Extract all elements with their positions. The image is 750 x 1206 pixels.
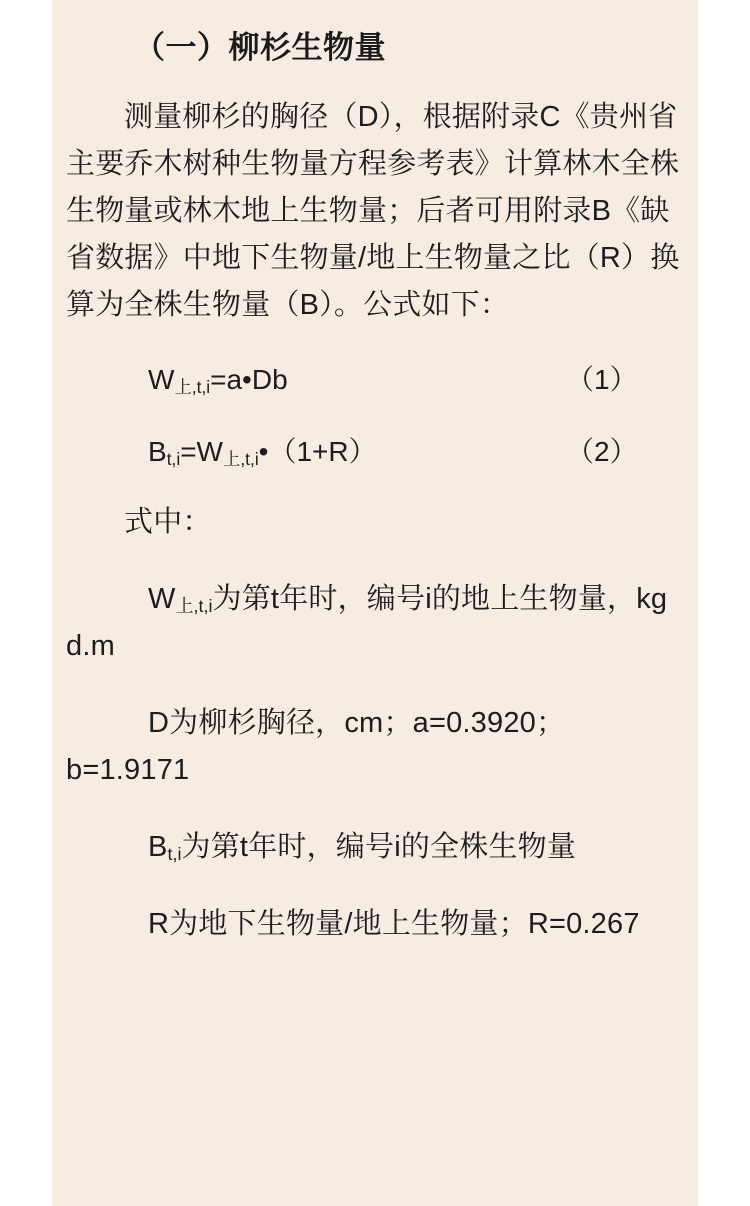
- formula-2-subscript-2: 上,t,i: [222, 448, 259, 469]
- formula-2-body-a: =W: [180, 436, 223, 468]
- intro-paragraph: 测量柳杉的胸径（D），根据附录C《贵州省主要乔木树种生物量方程参考表》计算林木全株生物量或林木地上生物量；后者可用附录B《缺省数据》中地下生物量/地上生物量之比（R）换算为全株生物量（B）。公式如下：: [66, 101, 680, 322]
- page-right-margin: [698, 0, 750, 1206]
- definition-w-text: 为第t年时，编号i的地上生物量，kg d.m: [66, 583, 668, 663]
- formula-1-subscript: 上,t,i: [174, 376, 211, 397]
- definition-w-symbol: W: [148, 583, 176, 616]
- formula-2-number: （2）: [566, 436, 638, 468]
- definition-d-text: 为柳杉胸径，cm；a=0.3920；b=1.9171: [66, 707, 566, 787]
- formula-1-number: （1）: [566, 364, 638, 396]
- definition-w: [66, 576, 684, 670]
- page-left-margin: [0, 0, 52, 1206]
- definition-r-text: 为地下生物量/地上生物量；R=0.267: [169, 907, 640, 940]
- definition-b-subscript: t,i: [167, 843, 182, 864]
- definition-r: [66, 901, 684, 948]
- formula-2-body-b: •（1+R）: [258, 436, 377, 468]
- section-heading: （一）柳杉生物量: [134, 30, 386, 65]
- formula-1: [66, 359, 684, 401]
- formula-1-body: =a•Db: [210, 364, 288, 396]
- formula-2-symbol: B: [148, 436, 167, 468]
- definition-d-symbol: D: [148, 707, 170, 740]
- formula-2-subscript: t,i: [166, 448, 181, 469]
- definition-b-text: 为第t年时，编号i的全株生物量: [181, 830, 577, 863]
- where-label: 式中：: [124, 506, 212, 539]
- definition-b: [66, 824, 684, 871]
- document-sheet: [52, 0, 698, 1206]
- formula-1-symbol: W: [148, 364, 175, 396]
- formula-2: [66, 431, 684, 473]
- definition-r-symbol: R: [148, 907, 170, 940]
- definition-w-subscript: 上,t,i: [175, 596, 213, 617]
- definition-d: [66, 700, 684, 794]
- definition-b-symbol: B: [148, 830, 168, 863]
